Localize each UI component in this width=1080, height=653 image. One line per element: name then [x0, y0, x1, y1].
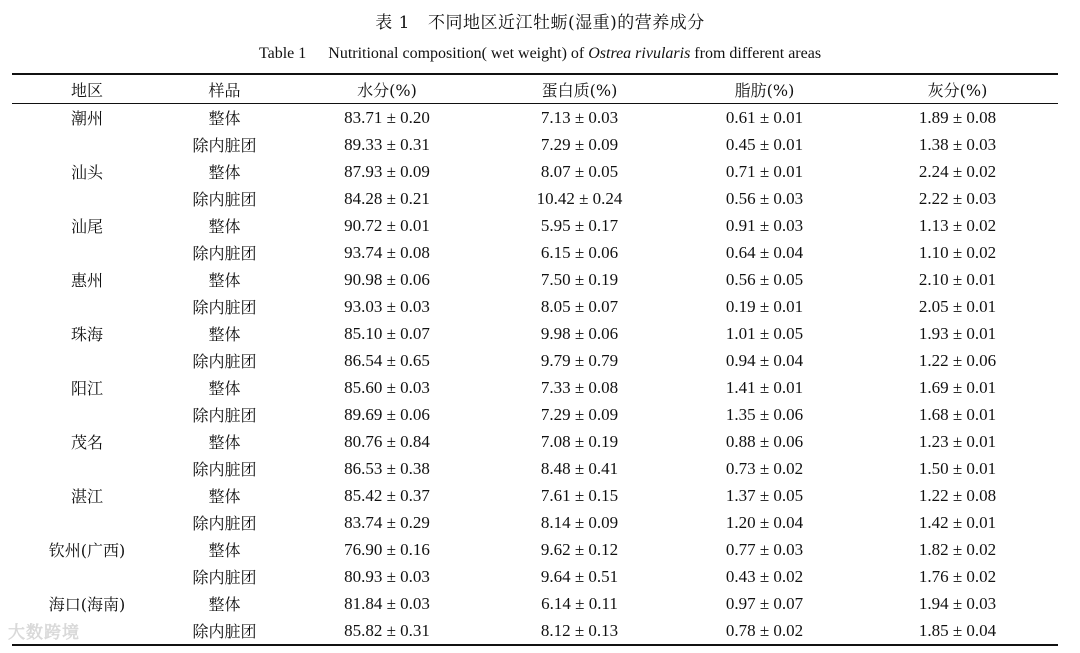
water-cell: 89.33 ± 0.31	[344, 134, 430, 154]
table-title-english-start: Nutritional composition( wet weight) of	[328, 45, 589, 62]
ash-cell: 1.42 ± 0.01	[918, 512, 997, 532]
fat-cell: 0.19 ± 0.01	[725, 296, 804, 316]
region-cell: 汕尾	[70, 217, 103, 236]
water-cell: 93.74 ± 0.08	[344, 242, 430, 262]
table-title-english-end: from different areas	[690, 45, 822, 62]
table-row	[12, 590, 1058, 617]
table-row	[12, 320, 1058, 347]
protein-cell: 8.12 ± 0.13	[487, 617, 672, 645]
sample-cell: 除内脏团	[162, 617, 287, 645]
ash-cell: 1.10 ± 0.02	[918, 242, 997, 262]
table-row	[12, 239, 1058, 266]
protein-cell: 7.61 ± 0.15	[540, 485, 619, 505]
ash-cell: 1.22 ± 0.08	[918, 485, 997, 505]
table-caption-chinese	[0, 8, 1080, 33]
protein-cell: 7.29 ± 0.09	[540, 134, 619, 154]
water-cell: 81.84 ± 0.03	[344, 593, 430, 613]
table-row	[12, 212, 1058, 239]
ash-cell: 1.50 ± 0.01	[918, 458, 997, 478]
table-row	[12, 401, 1058, 428]
region-cell: 珠海	[70, 325, 103, 344]
fat-cell: 0.94 ± 0.04	[725, 350, 804, 370]
region-cell: 潮州	[70, 109, 103, 128]
protein-cell: 7.50 ± 0.19	[540, 269, 619, 289]
table-row	[12, 374, 1058, 401]
ash-cell: 1.89 ± 0.08	[918, 107, 997, 127]
protein-cell: 9.62 ± 0.12	[540, 539, 619, 559]
fat-cell: 0.78 ± 0.02	[672, 617, 857, 645]
ash-cell: 1.94 ± 0.03	[918, 593, 997, 613]
protein-cell: 8.07 ± 0.05	[540, 161, 619, 181]
water-cell: 85.82 ± 0.31	[287, 617, 487, 645]
sample-cell: 整体	[208, 379, 241, 398]
sample-cell: 整体	[208, 325, 241, 344]
ash-cell: 2.10 ± 0.01	[918, 269, 997, 289]
water-cell: 76.90 ± 0.16	[344, 539, 430, 559]
sample-cell: 整体	[208, 109, 241, 128]
protein-cell: 6.14 ± 0.11	[541, 593, 618, 613]
sample-cell: 整体	[208, 163, 241, 182]
ash-cell: 1.85 ± 0.04	[857, 617, 1058, 645]
protein-cell: 8.14 ± 0.09	[540, 512, 619, 532]
fat-cell: 0.61 ± 0.01	[725, 107, 804, 127]
table-row	[12, 536, 1058, 563]
water-cell: 89.69 ± 0.06	[344, 404, 430, 424]
protein-cell: 9.79 ± 0.79	[540, 350, 619, 370]
water-cell: 83.71 ± 0.20	[344, 107, 430, 127]
ash-cell: 1.13 ± 0.02	[918, 215, 997, 235]
table-row	[12, 509, 1058, 536]
fat-cell: 1.01 ± 0.05	[725, 323, 804, 343]
header-fat: 脂肪(%)	[672, 74, 857, 104]
ash-cell: 1.82 ± 0.02	[918, 539, 997, 559]
sample-cell: 除内脏团	[192, 190, 257, 209]
water-cell: 85.10 ± 0.07	[344, 323, 430, 343]
water-cell: 86.53 ± 0.38	[344, 458, 430, 478]
table-row	[12, 293, 1058, 320]
protein-cell: 8.05 ± 0.07	[540, 296, 619, 316]
water-cell: 87.93 ± 0.09	[344, 161, 430, 181]
fat-cell: 1.41 ± 0.01	[725, 377, 804, 397]
ash-cell: 1.22 ± 0.06	[918, 350, 997, 370]
fat-cell: 0.88 ± 0.06	[725, 431, 804, 451]
table-row	[12, 347, 1058, 374]
header-row	[12, 74, 1058, 104]
table-row	[12, 104, 1058, 132]
table-row	[12, 158, 1058, 185]
water-cell: 86.54 ± 0.65	[344, 350, 430, 370]
nutrition-table	[12, 73, 1058, 646]
fat-cell: 0.71 ± 0.01	[725, 161, 804, 181]
protein-cell: 7.33 ± 0.08	[540, 377, 619, 397]
header-ash: 灰分(%)	[857, 74, 1058, 104]
water-cell: 80.93 ± 0.03	[344, 566, 430, 586]
ash-cell: 2.24 ± 0.02	[918, 161, 997, 181]
fat-cell: 0.45 ± 0.01	[725, 134, 804, 154]
sample-cell: 整体	[208, 487, 241, 506]
table-number-chinese: 表 1	[375, 13, 410, 33]
table-row	[12, 131, 1058, 158]
fat-cell: 0.73 ± 0.02	[725, 458, 804, 478]
fat-cell: 0.64 ± 0.04	[725, 242, 804, 262]
protein-cell: 10.42 ± 0.24	[536, 188, 623, 208]
protein-cell: 6.15 ± 0.06	[540, 242, 619, 262]
region-cell: 茂名	[70, 433, 103, 452]
water-cell: 84.28 ± 0.21	[344, 188, 430, 208]
water-cell: 90.98 ± 0.06	[344, 269, 430, 289]
table-row	[12, 563, 1058, 590]
region-cell	[12, 455, 162, 482]
fat-cell: 1.20 ± 0.04	[725, 512, 804, 532]
species-name: Ostrea rivularis	[588, 45, 691, 62]
fat-cell: 0.91 ± 0.03	[725, 215, 804, 235]
protein-cell: 7.13 ± 0.03	[540, 107, 619, 127]
water-cell: 93.03 ± 0.03	[344, 296, 430, 316]
ash-cell: 1.38 ± 0.03	[918, 134, 997, 154]
sample-cell: 除内脏团	[192, 406, 257, 425]
table-row	[12, 185, 1058, 212]
fat-cell: 1.37 ± 0.05	[725, 485, 804, 505]
table-title-chinese: 不同地区近江牡蛎(湿重)的营养成分	[427, 13, 705, 33]
table-row	[12, 428, 1058, 455]
table-row	[12, 266, 1058, 293]
fat-cell: 0.56 ± 0.03	[725, 188, 804, 208]
ash-cell: 1.68 ± 0.01	[918, 404, 997, 424]
region-cell: 海口(海南)	[48, 595, 126, 614]
region-cell	[12, 509, 162, 536]
region-cell	[12, 239, 162, 266]
sample-cell: 除内脏团	[192, 460, 257, 479]
table-row	[12, 455, 1058, 482]
sample-cell: 整体	[208, 271, 241, 290]
header-sample: 样品	[162, 74, 287, 104]
table-caption-english	[0, 45, 1080, 63]
region-cell	[12, 293, 162, 320]
ash-cell: 1.93 ± 0.01	[918, 323, 997, 343]
ash-cell: 2.22 ± 0.03	[918, 188, 997, 208]
region-cell: 湛江	[70, 487, 103, 506]
sample-cell: 除内脏团	[192, 136, 257, 155]
sample-cell: 整体	[208, 217, 241, 236]
region-cell	[12, 563, 162, 590]
ash-cell: 1.76 ± 0.02	[918, 566, 997, 586]
sample-cell: 整体	[208, 595, 241, 614]
table-row	[12, 482, 1058, 509]
protein-cell: 5.95 ± 0.17	[540, 215, 619, 235]
protein-cell: 7.29 ± 0.09	[540, 404, 619, 424]
header-region: 地区	[12, 74, 162, 104]
protein-cell: 8.48 ± 0.41	[540, 458, 619, 478]
water-cell: 80.76 ± 0.84	[344, 431, 430, 451]
region-cell	[12, 401, 162, 428]
sample-cell: 整体	[208, 541, 241, 560]
table-header	[12, 74, 1058, 104]
ash-cell: 1.69 ± 0.01	[918, 377, 997, 397]
fat-cell: 1.35 ± 0.06	[725, 404, 804, 424]
protein-cell: 9.98 ± 0.06	[540, 323, 619, 343]
fat-cell: 0.56 ± 0.05	[725, 269, 804, 289]
ash-cell: 2.05 ± 0.01	[918, 296, 997, 316]
sample-cell: 整体	[208, 433, 241, 452]
ash-cell: 1.23 ± 0.01	[918, 431, 997, 451]
region-cell: 汕头	[70, 163, 103, 182]
water-cell: 83.74 ± 0.29	[344, 512, 430, 532]
table-row	[12, 617, 1058, 645]
region-cell: 钦州(广西)	[48, 541, 126, 560]
sample-cell: 除内脏团	[192, 244, 257, 263]
region-cell: 惠州	[70, 271, 103, 290]
header-water: 水分(%)	[287, 74, 487, 104]
water-cell: 90.72 ± 0.01	[344, 215, 430, 235]
water-cell: 85.42 ± 0.37	[344, 485, 430, 505]
table-number-english: Table 1	[258, 45, 307, 62]
region-cell	[12, 185, 162, 212]
header-protein: 蛋白质(%)	[487, 74, 672, 104]
sample-cell: 除内脏团	[192, 568, 257, 587]
region-cell: 阳江	[70, 379, 103, 398]
fat-cell: 0.97 ± 0.07	[725, 593, 804, 613]
fat-cell: 0.77 ± 0.03	[725, 539, 804, 559]
watermark-logo: 大数跨境	[8, 623, 80, 643]
protein-cell: 9.64 ± 0.51	[540, 566, 619, 586]
sample-cell: 除内脏团	[192, 298, 257, 317]
water-cell: 85.60 ± 0.03	[344, 377, 430, 397]
sample-cell: 除内脏团	[192, 514, 257, 533]
table-body	[12, 104, 1058, 646]
region-cell	[12, 131, 162, 158]
region-cell	[12, 347, 162, 374]
sample-cell: 除内脏团	[192, 352, 257, 371]
fat-cell: 0.43 ± 0.02	[725, 566, 804, 586]
protein-cell: 7.08 ± 0.19	[540, 431, 619, 451]
